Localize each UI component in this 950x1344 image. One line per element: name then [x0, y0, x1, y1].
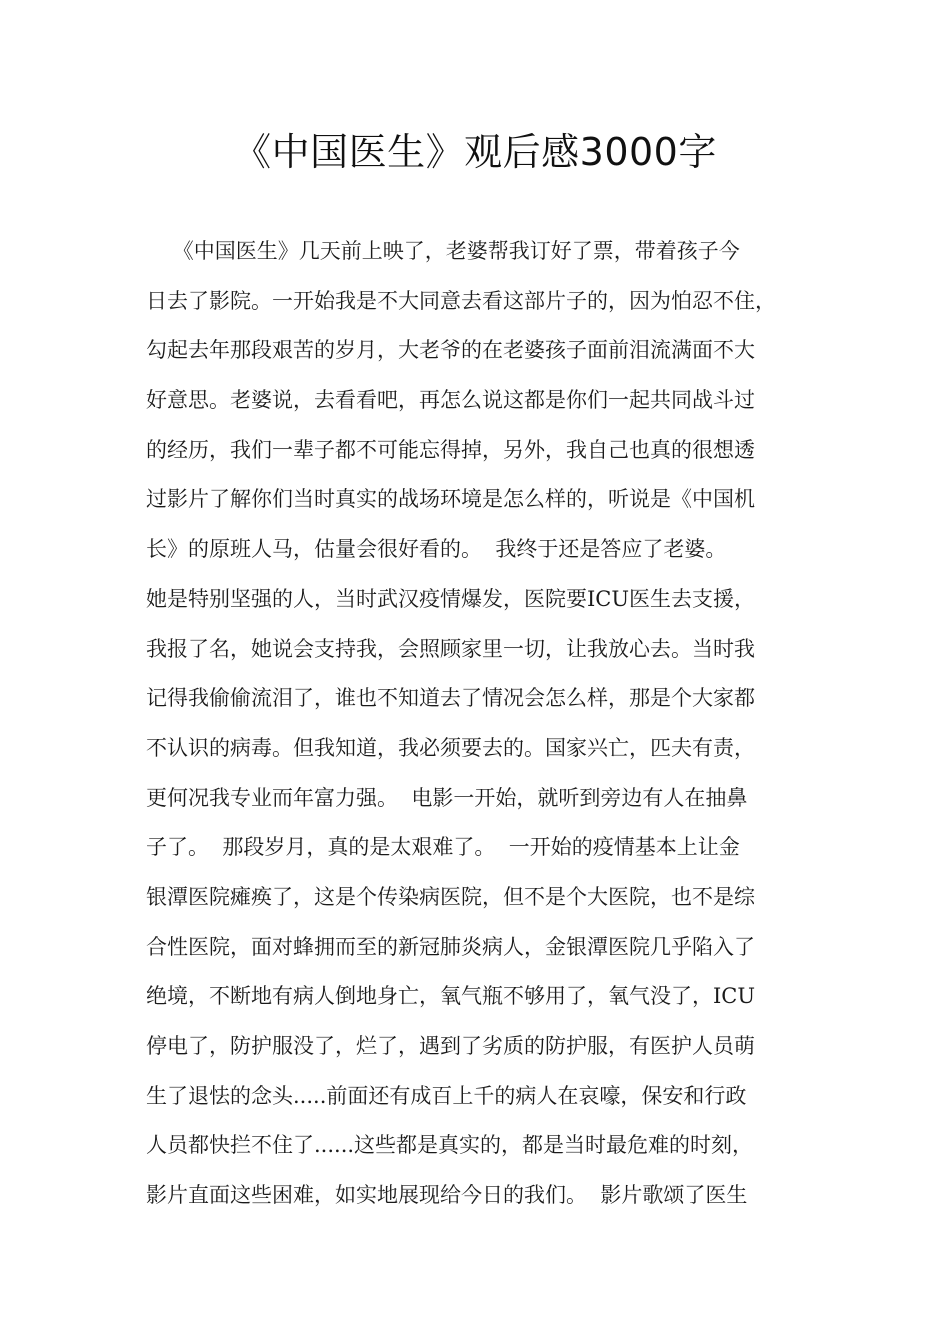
body-line: 人员都快拦不住了......这些都是真实的，都是当时最危难的时刻，	[146, 1133, 754, 1158]
body-line: 的经历，我们一辈子都不可能忘得掉，另外，我自己也真的很想透	[146, 437, 755, 462]
body-line: 长》的原班人马，估量会很好看的。 我终于还是答应了老婆。	[146, 537, 727, 562]
body-line: 影片直面这些困难，如实地展现给今日的我们。 影片歌颂了医生	[146, 1183, 748, 1208]
document-body	[146, 227, 836, 1221]
body-line: 银潭医院瘫痪了，这是个传染病医院，但不是个大医院，也不是综	[146, 884, 755, 909]
body-line: 更何况我专业而年富力强。 电影一开始，就听到旁边有人在抽鼻	[146, 785, 748, 810]
body-line: 我报了名，她说会支持我，会照顾家里一切，让我放心去。当时我	[146, 636, 755, 661]
body-line: 勾起去年那段艰苦的岁月，大老爷的在老婆孩子面前泪流满面不大	[146, 338, 755, 363]
body-line: 子了。 那段岁月，真的是太艰难了。 一开始的疫情基本上让金	[146, 835, 740, 860]
body-line: 绝境，不断地有病人倒地身亡，氧气瓶不够用了，氧气没了，ICU	[146, 984, 756, 1009]
body-line: 好意思。老婆说，去看看吧，再怎么说这都是你们一起共同战斗过	[146, 388, 755, 413]
body-line: 过影片了解你们当时真实的战场环境是怎么样的，听说是《中国机	[146, 487, 755, 512]
body-line: 记得我偷偷流泪了，谁也不知道去了情况会怎么样，那是个大家都	[146, 686, 755, 711]
document-title: 《中国医生》观后感3000字	[233, 130, 717, 174]
body-line: 停电了，防护服没了，烂了，遇到了劣质的防护服，有医护人员萌	[146, 1034, 755, 1058]
body-line: 《中国医生》几天前上映了，老婆帮我订好了票，带着孩子今	[146, 239, 740, 263]
body-line: 不认识的病毒。但我知道，我必须要去的。国家兴亡，匹夫有责，	[146, 735, 755, 760]
body-line: 生了退怯的念头.....前面还有成百上千的病人在哀嚎，保安和行政	[146, 1083, 747, 1108]
body-line: 她是特别坚强的人，当时武汉疫情爆发，医院要ICU医生去支援，	[146, 586, 756, 611]
body-line: 合性医院，面对蜂拥而至的新冠肺炎病人，金银潭医院几乎陷入了	[146, 934, 755, 959]
body-line: 日去了影院。一开始我是不大同意去看这部片子的，因为怕忍不住，	[146, 288, 776, 313]
